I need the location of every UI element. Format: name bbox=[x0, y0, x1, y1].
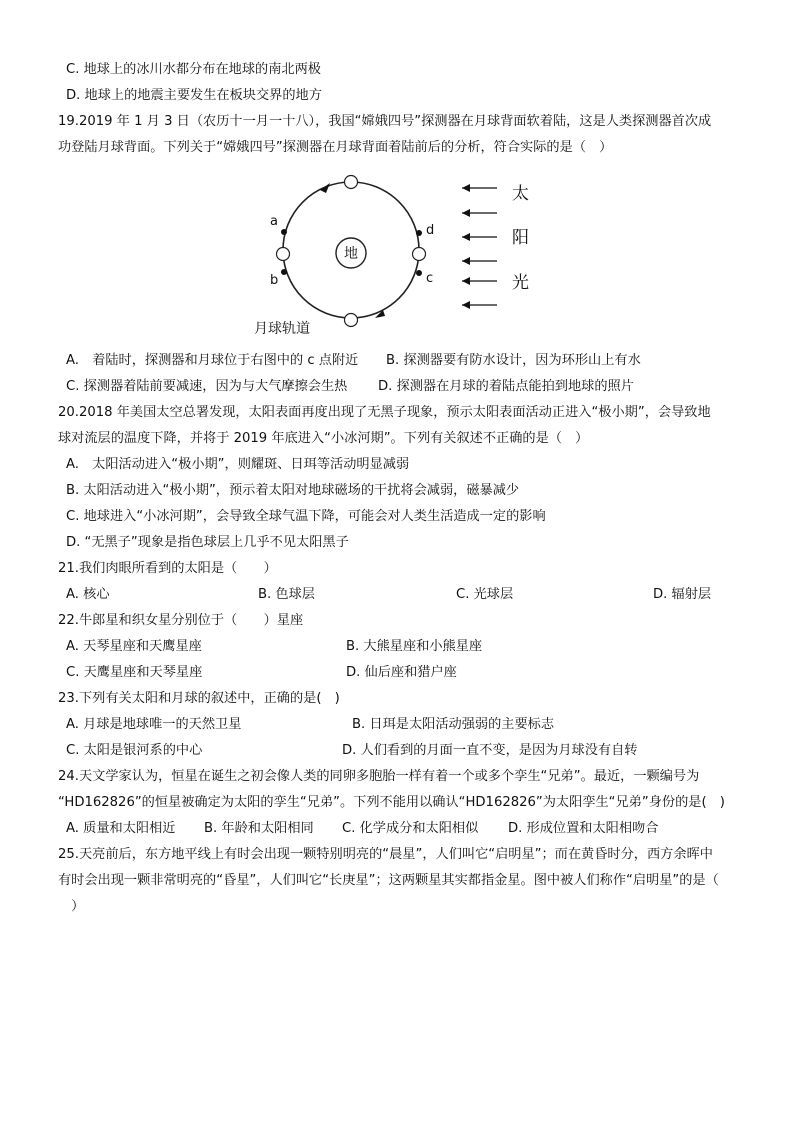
sunlight-char-1: 太 bbox=[512, 184, 529, 204]
q19-option-d: D. 探测器在月球的着陆点能拍到地球的照片 bbox=[378, 379, 634, 394]
q20-option-a: A. 太阳活动进入“极小期”，则耀斑、日珥等活动明显减弱 bbox=[66, 457, 410, 472]
q24-option-b: B. 年龄和太阳相同 bbox=[204, 821, 314, 836]
moon-top bbox=[345, 176, 358, 189]
moon-right bbox=[413, 248, 426, 261]
q21-option-d: D. 辐射层 bbox=[653, 587, 712, 602]
q25-stem-line3: ） bbox=[58, 899, 85, 914]
point-b-label: b bbox=[270, 273, 279, 288]
q22-option-a: A. 天琴星座和天鹰星座 bbox=[66, 639, 202, 654]
point-d-label: d bbox=[426, 223, 435, 238]
q19-option-a: A. 着陆时，探测器和月球位于右图中的 c 点附近 bbox=[66, 353, 359, 368]
q24-stem-line1: 24.天文学家认为，恒星在诞生之初会像人类的同卵多胞胎一样有着一个或多个孪生“兄弟”。最近，一颗编号为 bbox=[58, 769, 700, 784]
q19-option-b: B. 探测器要有防水设计，因为环形山上有水 bbox=[386, 353, 641, 368]
point-c-label: c bbox=[426, 271, 434, 286]
q23-option-a: A. 月球是地球唯一的天然卫星 bbox=[66, 717, 242, 732]
sunlight-char-3: 光 bbox=[512, 273, 529, 293]
q21-option-c: C. 光球层 bbox=[456, 587, 514, 602]
q24-stem-line2: “HD162826”的恒星被确定为太阳的孪生“兄弟”。下列不能用以确认“HD162826”为太阳孪生“兄弟”身份的是( ) bbox=[58, 795, 725, 810]
q20-stem-line2: 球对流层的温度下降，并将于 2019 年底进入“小冰河期”。下列有关叙述不正确的是（ ） bbox=[58, 431, 589, 446]
point-c bbox=[416, 270, 422, 276]
q20-option-c: C. 地球进入“小冰河期”，会导致全球气温下降，可能会对人类生活造成一定的影响 bbox=[66, 509, 546, 524]
q20-option-b: B. 太阳活动进入“极小期”，预示着太阳对地球磁场的干扰将会减弱，磁暴减少 bbox=[66, 483, 520, 498]
point-a bbox=[281, 229, 287, 235]
moon-left bbox=[277, 248, 290, 261]
q18-option-d: D. 地球上的地震主要发生在板块交界的地方 bbox=[66, 88, 322, 103]
q22-option-c: C. 天鹰星座和天琴星座 bbox=[66, 665, 203, 680]
q18-option-c: C. 地球上的冰川水都分布在地球的南北两极 bbox=[66, 62, 321, 77]
q23-option-c: C. 太阳是银河系的中心 bbox=[66, 743, 203, 758]
orbit-label: 月球轨道 bbox=[254, 321, 310, 337]
q25-stem-line1: 25.天亮前后，东方地平线上有时会出现一颗特别明亮的“晨星”，人们叫它“启明星”；而在黄昏时分，西方余晖中 bbox=[58, 847, 713, 862]
q24-option-d: D. 形成位置和太阳相吻合 bbox=[508, 821, 659, 836]
q24-option-a: A. 质量和太阳相近 bbox=[66, 821, 176, 836]
q19-option-c: C. 探测器着陆前要减速，因为与大气摩擦会生热 bbox=[66, 379, 348, 394]
q21-stem: 21.我们肉眼所看到的太阳是（ ） bbox=[58, 561, 277, 576]
sunlight-char-2: 阳 bbox=[512, 228, 529, 248]
q19-figure bbox=[240, 168, 540, 340]
q22-option-b: B. 大熊星座和小熊星座 bbox=[346, 639, 483, 654]
q25-stem-line2: 有时会出现一颗非常明亮的“昏星”，人们叫它“长庚星”；这两颗星其实都指金星。图中被人们称作“启明星”的是（ bbox=[58, 873, 719, 888]
moon-bottom bbox=[345, 314, 358, 327]
sunlight-arrows bbox=[462, 184, 497, 309]
q21-option-a: A. 核心 bbox=[66, 587, 110, 602]
q19-stem-line1: 19.2019 年 1 月 3 日（农历十一月一十八），我国“嫦娥四号”探测器在月球背面软着陆，这是人类探测器首次成 bbox=[58, 114, 712, 129]
q19-stem-line2: 功登陆月球背面。下列关于“嫦娥四号”探测器在月球背面着陆前后的分析，符合实际的是（ ） bbox=[58, 140, 613, 155]
q22-option-d: D. 仙后座和猎户座 bbox=[346, 665, 457, 680]
q23-option-d: D. 人们看到的月面一直不变，是因为月球没有自转 bbox=[342, 743, 638, 758]
q20-option-d: D. “无黑子”现象是指色球层上几乎不见太阳黑子 bbox=[66, 535, 349, 550]
q23-option-b: B. 日珥是太阳活动强弱的主要标志 bbox=[352, 717, 555, 732]
q21-option-b: B. 色球层 bbox=[258, 587, 315, 602]
point-b bbox=[281, 269, 287, 275]
q22-stem: 22.牛郎星和织女星分别位于（ ）星座 bbox=[58, 613, 304, 628]
q24-option-c: C. 化学成分和太阳相似 bbox=[342, 821, 479, 836]
point-d bbox=[416, 230, 422, 236]
point-a-label: a bbox=[270, 214, 278, 229]
q23-stem: 23.下列有关太阳和月球的叙述中，正确的是( ) bbox=[58, 691, 340, 706]
q20-stem-line1: 20.2018 年美国太空总署发现，太阳表面再度出现了无黑子现象，预示太阳表面活动正进入“极小期”，会导致地 bbox=[58, 405, 711, 420]
earth-label: 地 bbox=[344, 246, 358, 262]
